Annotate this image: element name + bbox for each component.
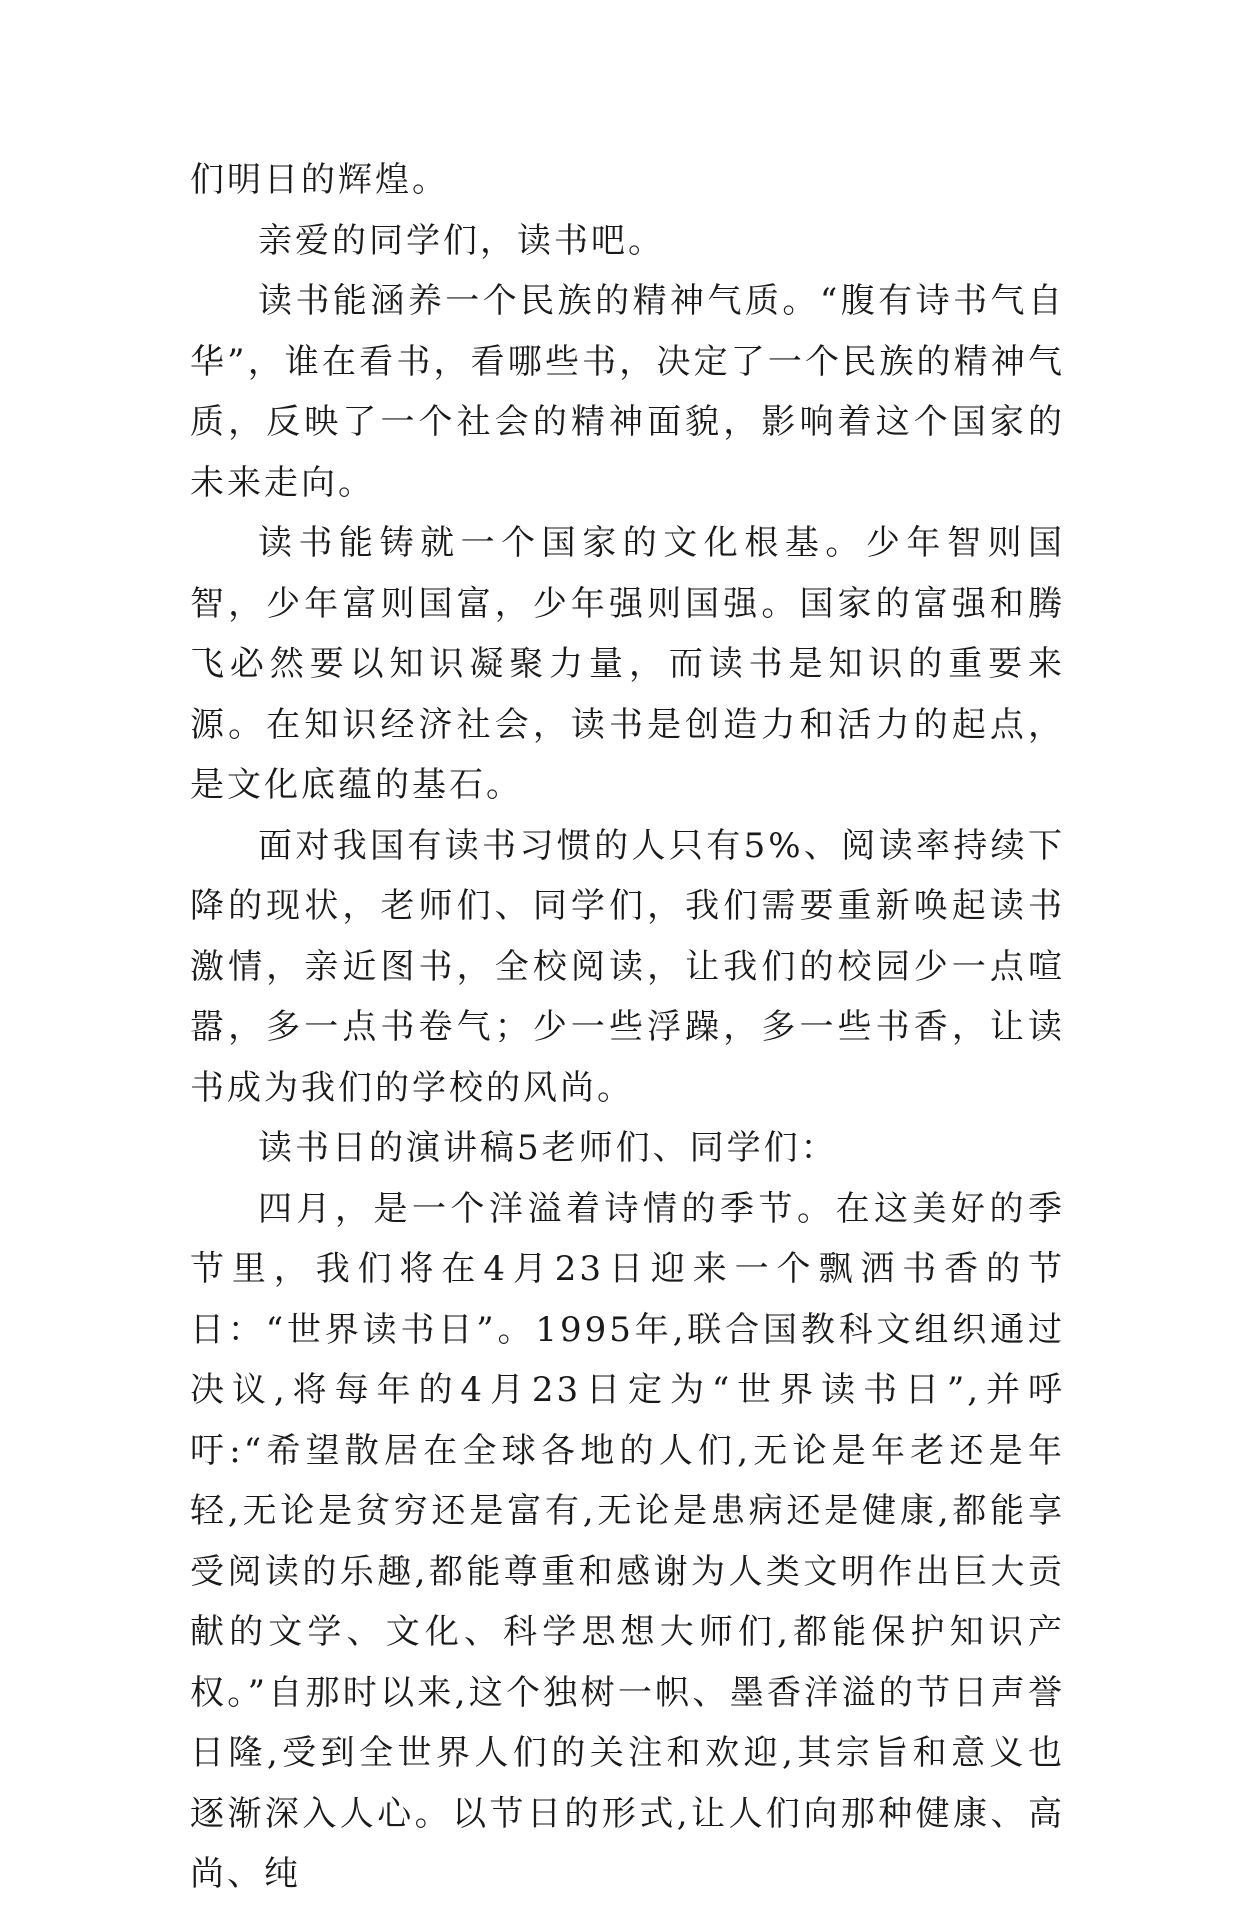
body-text (190, 150, 1065, 1905)
paragraph-2: 亲爱的同学们，读书吧。 (258, 220, 665, 261)
paragraph-6: 读书日的演讲稿5老师们、同学们： (258, 1128, 838, 1168)
paragraph-4: 读书能铸就一个国家的文化根基。少年智则国智，少年富则国富，少年强则国强。国家的富强和腾飞必然要以知识凝聚力量，而读书是知识的重要来源。在知识经济社会，读书是创造力和活力的起点，是文化底蕴的基石。 (190, 523, 1065, 805)
paragraph-3: 读书能涵养一个民族的精神气质。“腹有诗书气自华”，谁在看书，看哪些书，决定了一个民族的精神气质，反映了一个社会的精神面貌，影响着这个国家的未来走向。 (190, 281, 1065, 503)
paragraph-7: 四月，是一个洋溢着诗情的季节。在这美好的季节里，我们将在4月23日迎来一个飘洒书香的节日：“世界读书日”。1995年,联合国教科文组织通过决议,将每年的4月23日定为“世界读书日”,并呼吁:“希望散居在全球各地的人们,无论是年老还是年轻,无论是贫穷还是富有,无论是患病还是健康,都能享受阅读的乐趣,都能尊重和感谢为人类文明作出巨大贡献的文学、文化、科学思想大师们,都能保护知识产权。”自那时以来,这个独树一帜、墨香洋溢的节日声誉日隆,受到全世界人们的关注和欢迎,其宗旨和意义也逐渐深入人心。以节日的形式,让人们向那种健康、高尚、纯 (190, 1188, 1065, 1894)
paragraph-5: 面对我国有读书习惯的人只有5%、阅读率持续下降的现状，老师们、同学们，我们需要重新唤起读书激情，亲近图书，全校阅读，让我们的校园少一点喧嚣，多一点书卷气；少一些浮躁，多一些书香，让读书成为我们的学校的风尚。 (190, 825, 1065, 1108)
paragraph-1: 们明日的辉煌。 (190, 160, 449, 200)
